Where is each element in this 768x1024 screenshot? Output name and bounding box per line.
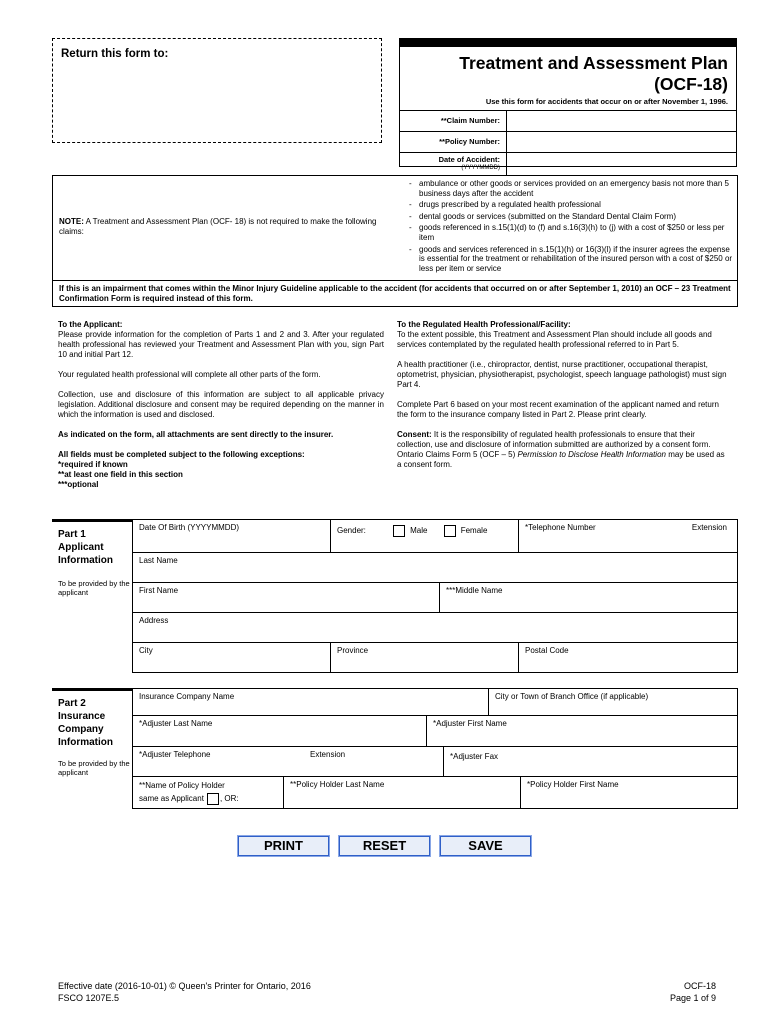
date-of-accident-input[interactable]	[508, 154, 734, 174]
claim-number-label: **Claim Number:	[400, 111, 507, 131]
gender-label: Gender:	[337, 526, 366, 536]
print-button[interactable]: PRINT	[238, 836, 329, 856]
policy-number-label: **Policy Number:	[400, 132, 507, 152]
part1-row	[133, 553, 737, 583]
applicant-paragraph: Your regulated health professional will complete all other parts of the form.	[58, 370, 321, 379]
female-label: Female	[460, 526, 488, 536]
provider-instructions	[397, 320, 729, 480]
save-button[interactable]: SAVE	[440, 836, 531, 856]
applicant-heading: To the Applicant:	[58, 320, 123, 329]
privacy-paragraph: Collection, use and disclosure of this information are subject to all applicable privacy legislation. Additional disclosure and consent may be required depending on the manner in which the information is used and disclosed.	[58, 390, 384, 419]
fsco-code: FSCO 1207E.5	[58, 993, 120, 1004]
postal-code-cell	[518, 643, 737, 672]
same-as-applicant-label: same as Applicant	[139, 793, 204, 803]
part2-row	[133, 777, 737, 808]
provider-paragraph: To the extent possible, this Treatment and Assessment Plan should include all goods and services contemplated by the regulated health professional referred to in Part 5.	[397, 330, 712, 349]
list-item: - goods and services referenced in s.15(1)(h) or 16(3)(l) if the insurer agrees the expense is essential for the treatment or rehabilitation of the insured person with a cost of $250 or less per item or service	[407, 245, 735, 274]
part2-insurance-section	[52, 688, 738, 808]
postal-code-input[interactable]	[523, 658, 733, 670]
consent-label: Consent:	[397, 430, 432, 439]
last-name-input[interactable]	[137, 568, 733, 580]
consent-paragraph	[397, 430, 729, 470]
middle-name-cell	[439, 583, 737, 612]
last-name-cell	[133, 553, 737, 582]
exceptions-heading: All fields must be completed subject to the following exceptions:	[58, 450, 305, 459]
part2-sidebar	[52, 688, 132, 808]
first-name-label: First Name	[139, 586, 179, 595]
part1-row	[133, 613, 737, 643]
adjuster-first-cell	[426, 716, 737, 746]
date-format-hint: (YYYYMMDD)	[461, 165, 500, 171]
insurance-company-label: Insurance Company Name	[139, 692, 235, 701]
part1-fields	[132, 519, 738, 673]
part2-row	[133, 689, 737, 716]
adjuster-extension-label: Extension	[310, 750, 346, 759]
exception-item: ***optional	[58, 480, 99, 489]
consent-text: It is the responsibility of regulated health professionals to ensure that their collection, use and disclosure of information submitted are authorized by a consent form. Ontario Claims Form 5 (OCF – 5)	[397, 430, 711, 459]
same-as-applicant-checkbox[interactable]	[207, 793, 219, 805]
part2-note: To be provided by the applicant	[58, 759, 130, 778]
middle-name-input[interactable]	[444, 598, 733, 610]
part2-heading: Company	[58, 724, 104, 735]
adjuster-last-cell	[133, 716, 426, 746]
exception-item: **at least one field in this section	[58, 470, 183, 479]
adjuster-first-label: *Adjuster First Name	[433, 719, 507, 728]
part1-applicant-section	[52, 519, 738, 671]
form-use-note: Use this form for accidents that occur on or after November 1, 1996.	[485, 97, 728, 106]
adjuster-fax-input[interactable]	[448, 762, 733, 774]
policy-number-row	[400, 131, 737, 152]
form-title: Treatment and Assessment Plan	[459, 53, 728, 73]
male-checkbox[interactable]	[393, 525, 405, 537]
holder-first-cell	[520, 777, 737, 808]
branch-city-input[interactable]	[493, 701, 733, 713]
branch-city-label: City or Town of Branch Office (if applicable)	[495, 692, 649, 701]
policy-holder-label: **Name of Policy Holder	[139, 781, 225, 790]
return-label: Return this form to:	[61, 48, 169, 60]
exemption-list	[407, 179, 735, 275]
policy-number-input[interactable]	[508, 133, 734, 151]
holder-first-label: *Policy Holder First Name	[527, 780, 619, 789]
city-label: City	[139, 646, 153, 655]
adjuster-last-label: *Adjuster Last Name	[139, 719, 213, 728]
branch-city-cell	[488, 689, 737, 715]
first-name-cell	[133, 583, 439, 612]
holder-first-input[interactable]	[525, 794, 733, 806]
date-of-accident-label-cell	[400, 153, 507, 176]
part1-heading: Information	[58, 555, 113, 566]
minor-injury-notice: If this is an impairment that comes within the Minor Injury Guideline applicable to the accident (for accidents that occurred on or after September 1, 2010) an OCF – 23 Treatment Confirmation Form is required instead of this form.	[53, 280, 737, 308]
adjuster-phone-label: *Adjuster Telephone	[139, 750, 211, 759]
part1-row	[133, 643, 737, 672]
part1-title	[58, 528, 113, 567]
exception-item: *required if known	[58, 460, 128, 469]
adjuster-phone-input[interactable]	[137, 762, 439, 774]
part2-number: Part 2	[58, 698, 86, 709]
list-item: - drugs prescribed by a regulated health professional	[407, 200, 735, 210]
city-cell	[133, 643, 330, 672]
effective-date: Effective date (2016-10-01) © Queen's Printer for Ontario, 2016	[58, 981, 311, 991]
gender-cell	[330, 520, 518, 552]
last-name-label: Last Name	[139, 556, 178, 565]
applicant-instructions	[58, 320, 384, 490]
list-item: - dental goods or services (submitted on the Standard Dental Claim Form)	[407, 212, 735, 222]
province-label: Province	[337, 646, 369, 655]
female-checkbox[interactable]	[444, 525, 456, 537]
note-body: A Treatment and Assessment Plan (OCF- 18) is not required to make the following claims:	[59, 217, 377, 236]
part1-number: Part 1	[58, 529, 86, 540]
part2-title	[58, 697, 113, 749]
holder-last-cell	[283, 777, 520, 808]
dob-input[interactable]	[137, 538, 326, 550]
dob-cell	[133, 520, 330, 552]
list-item: - ambulance or other goods or services provided on an emergency basis not more than 5 business days after the accident	[407, 179, 735, 198]
address-label: Address	[139, 616, 169, 625]
reset-button[interactable]: RESET	[339, 836, 430, 856]
part2-fields	[132, 688, 738, 809]
insurance-company-input[interactable]	[137, 701, 484, 713]
telephone-cell	[518, 520, 737, 552]
claim-number-row	[400, 110, 737, 131]
return-address-box[interactable]	[52, 38, 382, 143]
adjuster-phone-cell	[133, 747, 443, 776]
provider-paragraph: Complete Part 6 based on your most recent examination of the applicant named and return the form to the insurance company listed in Part 2. Please print clearly.	[397, 400, 719, 419]
exceptions-block	[58, 450, 384, 490]
adjuster-last-input[interactable]	[137, 732, 422, 744]
part1-sidebar	[52, 519, 132, 671]
extension-label: Extension	[691, 523, 727, 532]
part1-row	[133, 583, 737, 613]
province-cell	[330, 643, 518, 672]
note-label: NOTE:	[59, 217, 84, 226]
first-name-input[interactable]	[137, 598, 435, 610]
address-input[interactable]	[137, 628, 733, 640]
applicant-paragraph: Please provide information for the completion of Parts 1 and 2 and 3. After your regulated health professional has reviewed your Treatment and Assessment Plan with you, sign Part 10 and initial Part 12.	[58, 330, 384, 359]
holder-last-label: **Policy Holder Last Name	[290, 780, 385, 789]
adjuster-first-input[interactable]	[431, 732, 733, 744]
list-item: - goods referenced in s.15(1)(d) to (f) and s.16(3)(h) to (j) with a cost of $250 or less per item	[407, 223, 735, 242]
adjuster-fax-label: *Adjuster Fax	[450, 752, 499, 761]
telephone-label: *Telephone Number	[525, 523, 596, 532]
male-label: Male	[410, 526, 428, 536]
provider-paragraph: A health practitioner (i.e., chiropractor, dentist, nurse practitioner, occupational therapist, optometrist, physician, physiotherapist, psychologist, speech language pathologist) must sign Part 4.	[397, 360, 727, 389]
province-input[interactable]	[335, 658, 514, 670]
part2-heading: Information	[58, 737, 113, 748]
note-text	[59, 217, 389, 237]
date-of-accident-label: Date of Accident:	[438, 155, 500, 164]
consent-form-name: Permission to Disclose Health Information	[517, 450, 666, 459]
form-code: (OCF-18)	[654, 74, 728, 94]
form-header	[399, 38, 737, 171]
provider-heading: To the Regulated Health Professional/Facility:	[397, 320, 571, 329]
postal-code-label: Postal Code	[525, 646, 569, 655]
holder-last-input[interactable]	[288, 794, 516, 806]
insurance-company-cell	[133, 689, 488, 715]
page-number: Page 1 of 9	[669, 993, 716, 1004]
telephone-input[interactable]	[523, 538, 733, 550]
note-box	[52, 175, 738, 307]
footer-form-code: OCF-18	[683, 981, 716, 991]
part1-row	[133, 520, 737, 553]
footer-left	[58, 980, 311, 1004]
part2-heading: Insurance	[58, 711, 106, 722]
part2-row	[133, 716, 737, 747]
claim-number-input[interactable]	[508, 112, 734, 130]
part1-note: To be provided by the applicant	[58, 579, 130, 598]
date-of-accident-row	[400, 152, 737, 176]
footer-right	[670, 980, 716, 1004]
or-label: , OR:	[219, 793, 239, 803]
middle-name-label: ***Middle Name	[446, 586, 503, 595]
part1-heading: Applicant	[58, 542, 104, 553]
adjuster-fax-cell	[443, 747, 737, 776]
dob-label: Date Of Birth (YYYYMMDD)	[139, 523, 240, 532]
part2-row	[133, 747, 737, 777]
address-cell	[133, 613, 737, 642]
attachments-notice: As indicated on the form, all attachments are sent directly to the insurer.	[58, 430, 334, 439]
consent-tail: may be used as a consent form.	[397, 450, 725, 469]
city-input[interactable]	[137, 658, 326, 670]
policy-holder-cell	[133, 777, 283, 808]
